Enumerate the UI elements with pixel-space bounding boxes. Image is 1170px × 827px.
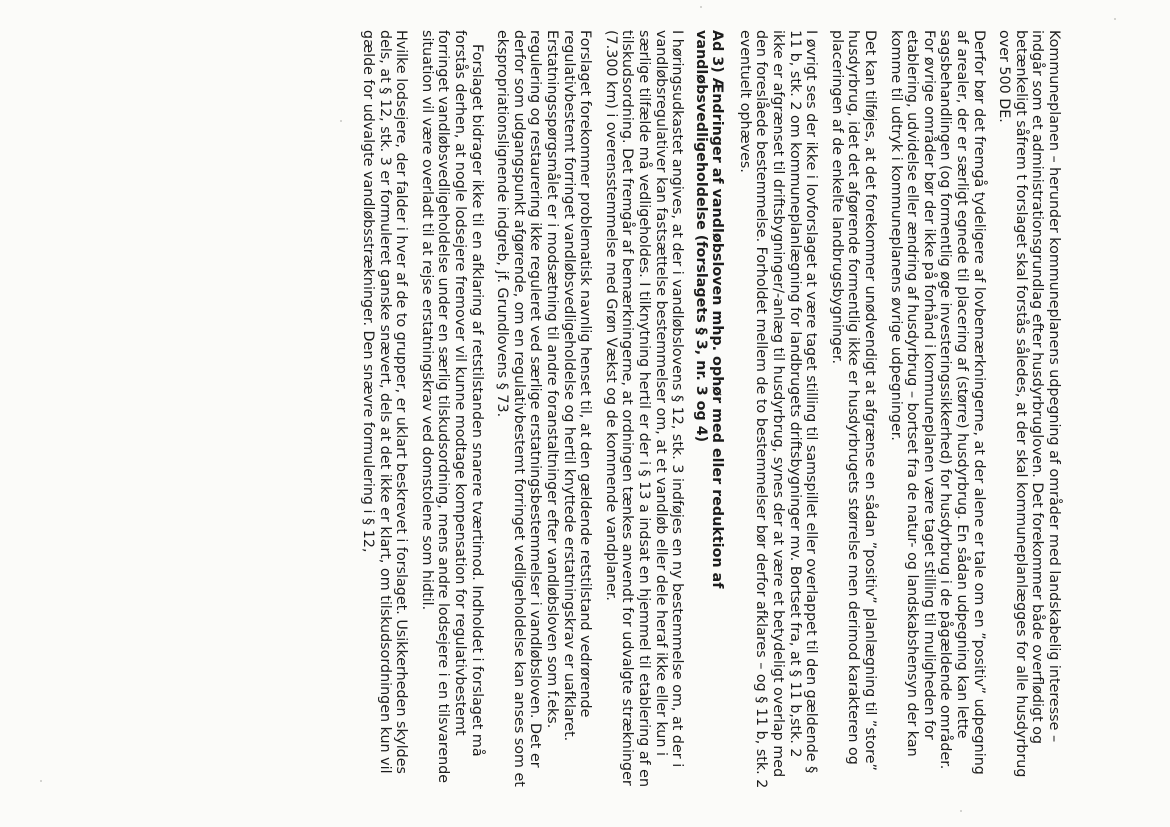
section-heading-ad3: Ad 3) Ændringer af vandløbsloven mhp. ophør med eller reduktion af vandløbsvedligeholdelse (forslagets § 3, nr. 3 og 4) bbox=[692, 30, 726, 589]
scan-speck bbox=[960, 810, 962, 812]
paragraph-afklaring: Forslaget bidrager ikke til en afklaring af retstilstanden snarere tværtimod. Indholdet i forslaget må forstås derhen, at nogle lodsejere fremover vil kunne modtage kompensation for regulativbestemt forringet vandløbsvedligeholdelse under en særlig tilskudsordning, mens andre lodsejere i en tilsvarende situation vil være overladt til at rejse erstatningskrav ved domstolene som hidtil. bbox=[418, 30, 485, 784]
scan-speck bbox=[40, 780, 42, 782]
paragraph-overlap-11b: I øvrigt ses der ikke i lovforslaget at være taget stilling til samspillet eller overlappet til den gældende § 11 b, stk. 2 om kommuneplanlægning for landbrugets driftsbygninger mv. Bortset fra, at § 11 b,stk. 2 ikke er afgrænset til driftsbygninger/-anlæg til husdyrbrug, synes der at være et betydeligt overlap med den foreslåede bestemmelse. Forholdet mellem de to bestemmelser bør derfor afklares – og § 11 b, stk. 2 eventuelt ophæves. bbox=[736, 30, 820, 789]
paragraph-lodsejere: Hvilke lodsejere, der falder i hver af de to grupper, er uklart beskrevet i forslaget. Usikkerheden skyldes dels, at § 12, stk. 3 er formuleret ganske snævert, dels at det ikke er klart, om tilskudsordningen kun vil gælde for udvalgte vandløbsstrækninger. Den snævre formulering i § 12, bbox=[360, 30, 410, 774]
paragraph-hoeringsudkast: I høringsudkastet angives, at der i vandløbslovens § 12, stk. 3 indføjes en ny bestemmelse om, at der i vandløbsregulativer kan fastsættelse bestemmelser om, at et vandløb eller dele heraf ikke eller kun i særlige tilfælde må vedligeholdes. I tilknytning hertil er der i § 13 a indsat en hjemmel til etablering af en tilskudsordning. Det fremgår af bemærkningerne, at ordningen tænkes anvendt for udvalgte strækninger (7.300 km) i overensstemmelse med Grøn Vækst og de kommende vandplaner. bbox=[602, 30, 686, 788]
paragraph-kommuneplan: Kommuneplanen – herunder kommuneplanens udpegning af områder med landskabelig interesse – indgår som et administrationsgrundlag efter husdyrbrugloven. Det forekommer både overflødigt og betænkeligt såfrem t forslaget skal forstås således, at der skal kommuneplanlægges for alle husdyrbrug over 500 DE. bbox=[996, 30, 1062, 778]
paragraph-store-husdyrbrug: Det kan tilføjes, at det forekommer unødvendigt at afgrænse en sådan ”positiv” planlægning til ”store” husdyrbrug, idet det afgørende formentlig ikke er husdyrbrugets størrelse men derimod karakteren og placeringen af de enkelte landbrugsbygninger. bbox=[828, 30, 879, 771]
paragraph-problematisk: Forslaget forekommer problematisk navnlig henset til, at den gældende retstilstand vedrørende regulativbestemt forringet vandløbsvedligeholdelse og hertil knyttede erstatningskrav er uafklaret. Erstatningsspørgsmålet er i modsætning til andre foranstaltninger efter vandløbsloven som f.eks. regulering og restaurering ikke reguleret ved særlige erstatningsbestemmelser i vandløbsloven. Det er derfor som udgangspunkt afgørende, om en regulativbestemt forringet vedligeholdelse kan anses som et ekspropriationslignende indgreb, jf. Grundlovens § 73. bbox=[494, 30, 594, 787]
scan-speck bbox=[1114, 18, 1116, 20]
paragraph-positiv-udpegning: Derfor bør det fremgå tydeligere af lovbemærkningerne, at der alene er tale om en ”positiv” udpegning af arealer, der er særligt egnede til placering af (større) husdyrbrug. En sådan udpegning kan lette sagsbehandlingen (og formentlig øge investeringssikkerhed) for husdyrbrug i de pågældende områder. For øvrige områder bør der ikke på forhånd i kommuneplanen være taget stilling til muligheden for etablering, udvidelse eller ændring af husdyrbrug – bortset fra de natur- og landskabshensyn der kan komme til udtryk i kommuneplanens øvrige udpegninger. bbox=[887, 30, 987, 775]
rotated-document-text bbox=[72, 30, 1062, 790]
scan-speck bbox=[700, 6, 702, 8]
